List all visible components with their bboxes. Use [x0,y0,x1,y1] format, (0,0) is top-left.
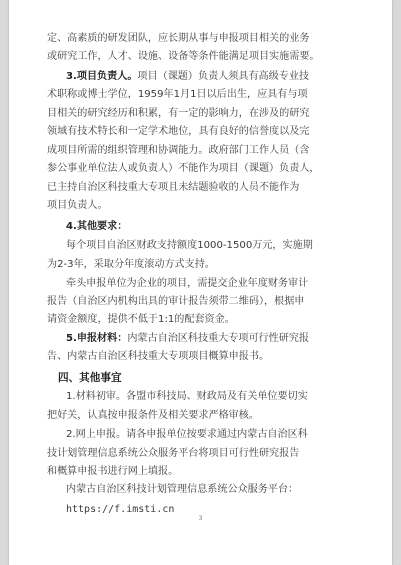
section-heading: 四、其他事宜 [58,372,122,384]
text-line [47,447,401,461]
text-line [47,258,401,272]
platform-url: https://f.imsti.cn [66,504,175,515]
text-line [66,428,401,442]
line-text: 报告（自治区内机构出具的审计报告须带二维码），根据申 [47,296,305,307]
text-line [66,390,401,404]
text-line [66,239,401,253]
text-line [47,409,401,423]
line-text: 牵头申报单位为企业的项目，需提交企业年度财务审计 [66,278,309,289]
line-text: 成项目所需的组织管理和协调能力。政府部门工作人员（含 [47,145,310,156]
document-page [9,0,392,565]
line-text: 目相关的研究经历和积累，有一定的影响力，在涉及的研究 [47,108,310,119]
line-text: 为2-3年，采取分年度滚动方式支持。 [47,259,215,270]
line-text: 领域有技术特长和一定学术地位，具有良好的信誉度以及完 [47,126,310,137]
line-text: 技计划管理信息系统公众服务平台将项目可行性研究报告 [47,448,300,459]
text-line [66,277,401,291]
text-line [47,350,401,364]
page-number: 3 [198,515,203,522]
text-line [47,295,401,309]
line-text: 告、内蒙古自治区科技重大专项项目概算申报书。 [47,351,270,362]
item-label: 3.项目负责人。 [66,71,138,82]
line-text: 请资金额度，提供不低于1:1的配套资金。 [47,314,235,325]
text-line [66,70,401,84]
line-text: 术职称或博士学位，1959年1月1日以后出生，应具有与项 [47,89,308,100]
text-line [47,50,401,64]
line-text: 把好关，认真按申报条件及相关要求严格审核。 [47,410,259,421]
item-label: 4.其他要求： [66,221,128,232]
line-text: 每个项目自治区财政支持额度1000-1500万元，实施期 [66,240,313,251]
text-line [58,371,401,386]
line-text: 内蒙古自治区科技计划管理信息系统公众服务平台： [66,484,299,495]
line-text: 项目（课题）负责人须具有高级专业技 [137,71,310,82]
line-text: 2.网上申报。请各申报单位按要求通过内蒙古自治区科 [66,429,308,440]
text-line [47,88,401,102]
line-text: 1.材料初审。各盟市科技局、财政局及有关单位要切实 [66,391,308,402]
line-text: 和概算申报书进行网上填报。 [47,466,179,477]
text-line [47,181,401,195]
text-line [66,483,401,497]
line-text: 内蒙古自治区科技重大专项可行性研究报 [127,333,310,344]
text-line [47,162,401,176]
text-line [47,125,401,139]
text-line [47,199,401,213]
text-line [66,220,401,234]
line-text: 已主持自治区科技重大专项且未结题验收的人员不能作为 [47,182,300,193]
line-text: 项目负责人。 [47,200,108,211]
text-line [47,465,401,479]
item-label: 5.申报材料： [66,333,128,344]
line-text: 或研究工作，人才、设施、设备等条件能满足项目实施需要。 [47,51,320,62]
text-line [47,144,401,158]
line-text: 定、高素质的研发团队，应长期从事与申报项目相关的业务 [47,33,310,44]
line-text: 参公事业单位法人或负责人）不能作为项目（课题）负责人， [47,163,320,174]
text-line [47,107,401,121]
text-line [47,313,401,327]
text-line [47,32,401,46]
text-line [66,332,401,346]
